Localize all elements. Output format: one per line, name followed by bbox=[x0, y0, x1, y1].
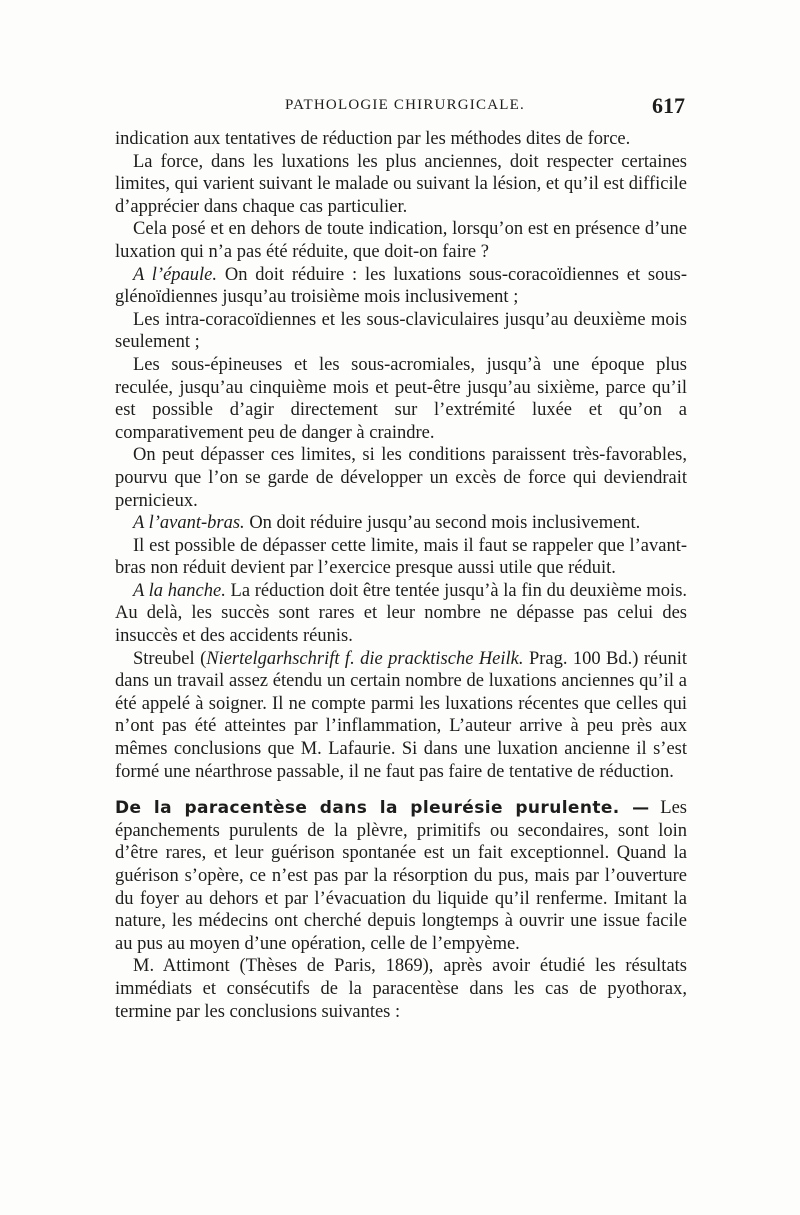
paragraph bbox=[115, 264, 687, 309]
paragraph-text: La réduction doit être tentée jusqu’à la fin du deuxième mois. Au delà, les succès sont rares et leur nombre ne dépasse pas celui des insuccès et des accidents réunis. bbox=[115, 580, 688, 647]
paragraph bbox=[115, 151, 687, 219]
paragraph bbox=[115, 128, 687, 151]
paragraph bbox=[115, 535, 687, 580]
paragraph bbox=[115, 444, 687, 512]
paragraph-text: Cela posé et en dehors de toute indication, lorsqu’on est en présence d’une luxation qui n’a pas été réduite, que doit-on faire ? bbox=[115, 219, 687, 262]
paragraph-lead: A l’épaule. bbox=[133, 264, 218, 285]
paragraph bbox=[115, 955, 687, 1023]
paragraph bbox=[115, 580, 687, 648]
paragraph-text: Les épanchements purulents de la plèvre, primitifs ou secondaires, sont loin d’être rares, et leur guérison spontanée est un fait exceptionnel. Quand la guérison s’opère, ce n’est pas par la résorption du pus, mais par l’ouverture du foyer au dehors et par l’évacuation du liquide qu’il renferme. Imitant la nature, les médecins ont cherché depuis longtemps à ouvrir une issue facile au pus au moyen d’une opération, celle de l’empyème. bbox=[115, 798, 688, 954]
paragraph-text: Les intra-coracoïdiennes et les sous-claviculaires jusqu’au deuxième mois seulement ; bbox=[115, 309, 687, 353]
paragraph bbox=[115, 309, 687, 354]
paragraph-text: indication aux tentatives de réduction par les méthodes dites de force. bbox=[115, 129, 631, 149]
page-body bbox=[115, 128, 687, 1023]
paragraph-lead: A l’avant-bras. bbox=[133, 513, 245, 534]
page-number: 617 bbox=[652, 93, 685, 118]
paragraph-text: Les sous-épineuses et les sous-acromiales, jusqu’à une époque plus reculée, jusqu’au cinquième mois et peut-être jusqu’au sixième, parce qu’il est possible d’agir directement sur l’extrémité luxée et qu’on a comparativement peu de danger à craindre. bbox=[115, 354, 687, 443]
section-heading-paragraph bbox=[115, 797, 687, 955]
paragraph-text: On doit réduire jusqu’au second mois inclusivement. bbox=[249, 513, 641, 534]
paragraph bbox=[115, 648, 687, 784]
section-title: De la paracentèse dans la pleurésie purulente. — bbox=[115, 798, 650, 819]
paragraph-text: On doit réduire : les luxations sous-coracoïdiennes et sous-glénoïdiennes jusqu’au troisième mois inclusivement ; bbox=[115, 264, 687, 308]
paragraph-text: Streubel ( bbox=[133, 648, 207, 669]
paragraph bbox=[115, 354, 687, 444]
page-header bbox=[115, 95, 685, 121]
paragraph bbox=[115, 218, 687, 263]
paragraph-text: M. Attimont (Thèses de Paris, 1869), après avoir étudié les résultats immédiats et consécutifs de la paracentèse dans les cas de pyothorax, termine par les conclusions suivantes : bbox=[115, 956, 687, 1022]
paragraph-text: La force, dans les luxations les plus anciennes, doit respecter certaines limites, qui varient suivant le malade ou suivant la lésion, et qu’il est difficile d’apprécier dans chaque cas particulier. bbox=[115, 151, 687, 217]
citation: Niertelgarhschrift f. die pracktische Heilk. bbox=[206, 648, 524, 669]
paragraph-text: On peut dépasser ces limites, si les conditions paraissent très-favorables, pourvu que l’on se garde de développer un excès de force qui deviendrait pernicieux. bbox=[115, 445, 687, 511]
paragraph-text: Prag. 100 Bd.) réunit dans un travail assez étendu un certain nombre de luxations anciennes qu’il a été appelé à soigner. Il ne compte parmi les luxations récentes que celles qui n’ont pas été atteintes par l’inflammation, L’auteur arrive à peu près aux mêmes conclusions que M. Lafaurie. Si dans une luxation ancienne il s’est formé une néarthrose passable, il ne faut pas faire de tentative de réduction. bbox=[115, 648, 688, 782]
paragraph-text: Il est possible de dépasser cette limite, mais il faut se rappeler que l’avant-bras non réduit devient par l’exercice presque aussi utile que réduit. bbox=[115, 535, 687, 579]
paragraph bbox=[115, 512, 687, 535]
paragraph-lead: A la hanche. bbox=[133, 580, 226, 601]
running-head: PATHOLOGIE CHIRURGICALE. bbox=[285, 97, 525, 113]
